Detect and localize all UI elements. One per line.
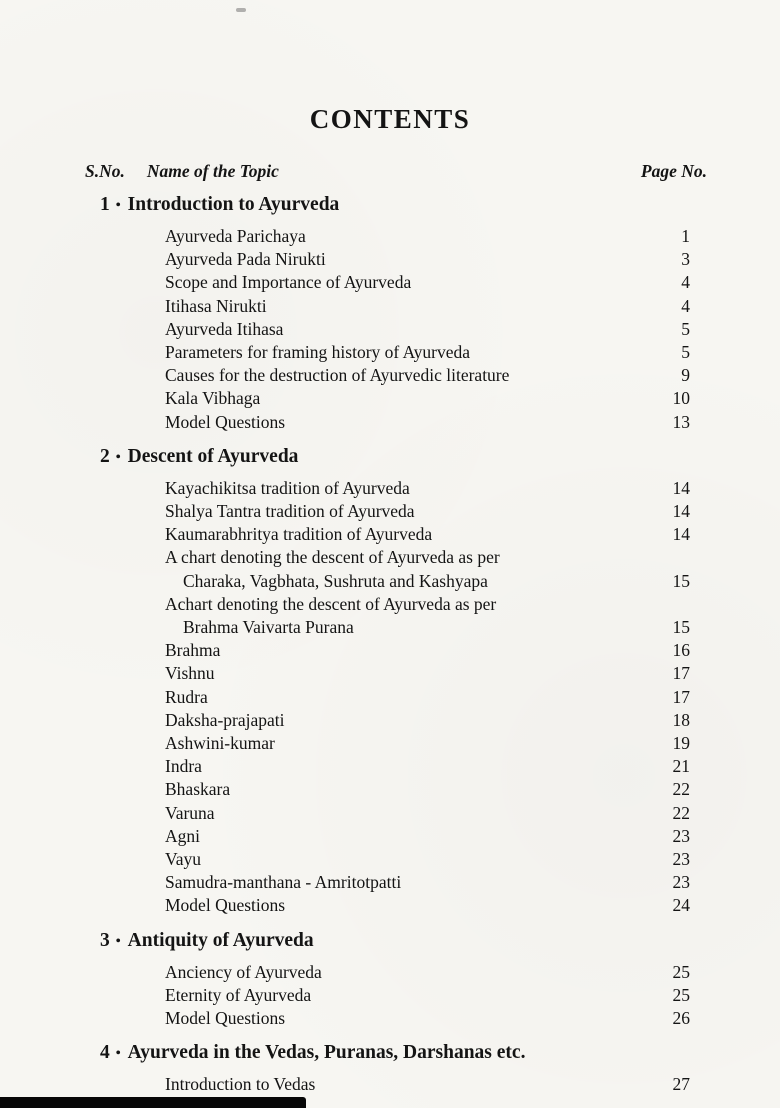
bullet-dot-icon: •: [115, 198, 121, 213]
column-sno: S.No.: [85, 161, 125, 181]
topic-name: [165, 755, 202, 778]
toc-section-2: [0, 446, 780, 918]
page-number: 5: [681, 318, 690, 339]
topic-name-continuation: Brahma Vaivarta Purana: [183, 617, 354, 638]
toc-entry: [165, 341, 690, 364]
section-items: [0, 1073, 780, 1096]
section-items: [0, 961, 780, 1031]
toc-entry: [165, 755, 690, 778]
page-number: 14: [672, 477, 690, 498]
toc-entry: [165, 500, 690, 523]
column-topic: Name of the Topic: [146, 161, 279, 181]
topic-name-line: Shalya Tantra tradition of Ayurveda: [165, 501, 415, 522]
topic-name: [165, 1073, 315, 1096]
topic-name-line: Varuna: [165, 802, 215, 823]
section-items: [0, 225, 780, 434]
toc-entry: [165, 848, 690, 871]
topic-name: [165, 825, 200, 848]
page-number: 17: [672, 663, 690, 684]
topic-name-line: Parameters for framing history of Ayurveda: [165, 342, 471, 363]
topic-name: [165, 894, 285, 917]
topic-name: [165, 961, 322, 984]
topic-name-line: Causes for the destruction of Ayurvedic literature: [165, 365, 510, 386]
topic-name: [165, 848, 201, 871]
toc-entry: [165, 984, 690, 1007]
topic-name: [165, 546, 500, 592]
section-heading: [0, 194, 780, 216]
topic-name-line: Vayu: [165, 849, 201, 870]
topic-name: [165, 984, 311, 1007]
topic-name: [165, 271, 411, 294]
page-number: 25: [672, 961, 690, 982]
toc-entry: [165, 686, 690, 709]
toc-entry: [165, 318, 690, 341]
toc-entry: [165, 961, 690, 984]
toc-entry: [165, 387, 690, 410]
topic-name-line: Rudra: [165, 686, 208, 707]
toc-entry: [165, 225, 690, 248]
topic-name: [165, 1007, 285, 1030]
page-number: 13: [672, 411, 690, 432]
topic-name: [165, 341, 470, 364]
page-number: 3: [681, 249, 690, 270]
bullet-dot-icon: •: [115, 1046, 121, 1062]
section-title: Ayurveda in the Vedas, Puranas, Darshanas etc.: [127, 1042, 526, 1064]
scan-artifact-speck: [236, 8, 246, 12]
page-number: 26: [672, 1008, 690, 1029]
page-number: 23: [672, 849, 690, 870]
column-header-row: [0, 161, 780, 182]
scan-artifact-bar: [0, 1097, 306, 1108]
toc-entry: [165, 411, 690, 434]
topic-name: [165, 318, 283, 341]
topic-name-line: Scope and Importance of Ayurveda: [165, 272, 412, 293]
toc-entry: [165, 639, 690, 662]
toc-entry: [165, 662, 690, 685]
topic-name-line: Samudra-manthana - Amritotpatti: [165, 872, 402, 893]
topic-name: [165, 662, 215, 685]
section-number: 3: [100, 929, 110, 951]
topic-name-line: Daksha-prajapati: [165, 709, 285, 730]
toc-entry: [165, 248, 690, 271]
column-page: Page No.: [640, 161, 707, 181]
toc-entry: [165, 523, 690, 546]
section-heading: [0, 446, 780, 468]
topic-name: [165, 364, 509, 387]
topic-name-line: Itihasa Nirukti: [165, 295, 267, 316]
topic-name-line: Kayachikitsa tradition of Ayurveda: [165, 477, 410, 498]
topic-name-line: Kala Vibhaga: [165, 388, 261, 409]
page-number: 1: [681, 226, 690, 246]
page-number: 19: [672, 733, 690, 754]
page-number: 14: [672, 524, 690, 545]
topic-name: [165, 686, 208, 709]
topic-name-line: Eternity of Ayurveda: [165, 984, 312, 1005]
topic-name: [165, 225, 306, 248]
toc-section-4: [0, 1042, 780, 1096]
toc-entry: [165, 295, 690, 318]
topic-name-line: Brahma: [165, 640, 221, 661]
toc-entry: [165, 477, 690, 500]
topic-name: [165, 639, 220, 662]
section-number: 4: [100, 1042, 110, 1064]
topic-name: [165, 778, 230, 801]
toc-entry: [165, 364, 690, 387]
bullet-dot-icon: •: [115, 933, 121, 949]
topic-name-line: Introduction to Vedas: [165, 1074, 316, 1095]
page-title: CONTENTS: [309, 104, 471, 134]
topic-name: [165, 387, 260, 410]
bullet-dot-icon: •: [115, 449, 121, 465]
page-number: 15: [672, 570, 690, 591]
topic-name: [165, 593, 496, 639]
topic-name: [165, 523, 432, 546]
page-number: 17: [672, 686, 690, 707]
page-number: 22: [672, 802, 690, 823]
topic-name-continuation: Charaka, Vagbhata, Sushruta and Kashyapa: [183, 570, 488, 591]
topic-name-line: Ayurveda Itihasa: [165, 318, 284, 339]
topic-name: [165, 732, 275, 755]
toc-entry: [165, 732, 690, 755]
page-number: 4: [681, 272, 690, 293]
page-number: 23: [672, 872, 690, 893]
topic-name-line: Model Questions: [165, 411, 286, 432]
topic-name-line: Bhaskara: [165, 779, 231, 800]
topic-name-line: Agni: [165, 825, 200, 846]
topic-name-line: Ayurveda Pada Nirukti: [165, 249, 326, 270]
section-heading: [0, 1042, 780, 1064]
page-number: 27: [672, 1074, 690, 1095]
topic-name: [165, 500, 415, 523]
page-number: 22: [672, 779, 690, 800]
topic-name-line: Ayurveda Parichaya: [165, 226, 306, 246]
toc-entry: [165, 593, 690, 639]
toc-entry: [165, 871, 690, 894]
page-number: 23: [672, 825, 690, 846]
toc-entry: [165, 709, 690, 732]
page-number: 21: [672, 756, 690, 777]
page-number: 18: [672, 709, 690, 730]
topic-name: [165, 248, 326, 271]
section-heading: [0, 930, 780, 952]
toc-entry: [165, 546, 690, 592]
page-number: 14: [672, 501, 690, 522]
topic-name-line: Model Questions: [165, 895, 286, 916]
topic-name: [165, 709, 285, 732]
page-number: 5: [681, 342, 690, 363]
topic-name: [165, 802, 215, 825]
topic-name-line: Vishnu: [165, 663, 215, 684]
toc-sections: [0, 194, 780, 1097]
toc-entry: [165, 778, 690, 801]
page-number: 9: [681, 365, 690, 386]
toc-entry: [165, 1007, 690, 1030]
topic-name-line: Indra: [165, 756, 202, 777]
section-title: Introduction to Ayurveda: [127, 194, 340, 215]
topic-name-line: A chart denoting the descent of Ayurveda as per: [165, 547, 500, 568]
toc-entry: [165, 802, 690, 825]
toc-section-1: [0, 194, 780, 434]
topic-name-line: Achart denoting the descent of Ayurveda as per: [165, 593, 497, 614]
topic-name: [165, 411, 285, 434]
toc-entry: [165, 271, 690, 294]
section-items: [0, 477, 780, 918]
topic-name-line: Model Questions: [165, 1008, 286, 1029]
topic-name: [165, 477, 410, 500]
topic-name-line: Ashwini-kumar: [165, 733, 275, 754]
section-number: 1: [100, 194, 110, 215]
section-title: Descent of Ayurveda: [127, 445, 299, 467]
toc-entry: [165, 894, 690, 917]
toc-entry: [165, 825, 690, 848]
section-number: 2: [100, 445, 110, 467]
page-number: 4: [681, 295, 690, 316]
page-number: 15: [672, 617, 690, 638]
page-number: 25: [672, 984, 690, 1005]
page-number: 24: [672, 895, 690, 916]
topic-name: [165, 295, 267, 318]
toc-section-3: [0, 930, 780, 1031]
toc-entry: [165, 1073, 690, 1096]
page-number: 10: [672, 388, 690, 409]
section-title: Antiquity of Ayurveda: [127, 929, 314, 951]
page-number: 16: [672, 640, 690, 661]
topic-name: [165, 871, 401, 894]
topic-name-line: Anciency of Ayurveda: [165, 961, 322, 982]
topic-name-line: Kaumarabhritya tradition of Ayurveda: [165, 524, 433, 545]
